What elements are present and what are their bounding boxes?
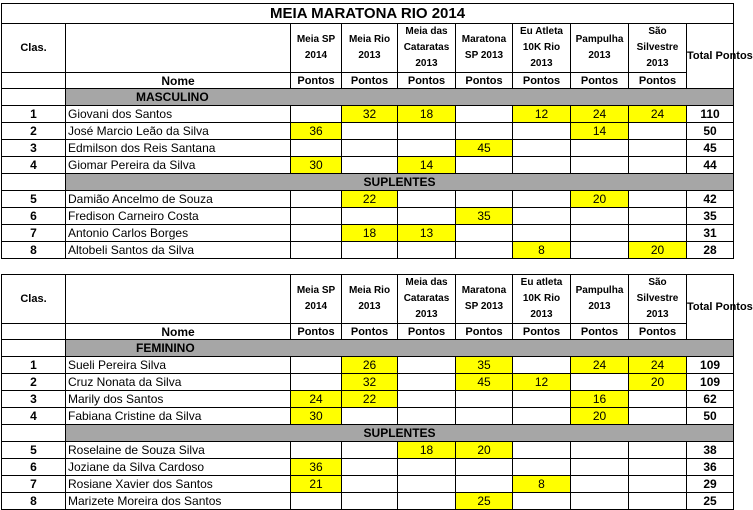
- total-points: 38: [687, 442, 734, 459]
- race-header: Eu atleta 10K Rio 2013: [513, 275, 571, 324]
- section-title: MASCULINO: [66, 89, 734, 106]
- suplentes-blank: [2, 174, 66, 191]
- points-cell: [629, 157, 687, 174]
- nome-header: Nome: [66, 324, 291, 340]
- substitute-row: [2, 208, 734, 225]
- suplentes-title: SUPLENTES: [66, 174, 734, 191]
- points-cell: [629, 191, 687, 208]
- race-header: Meia das Cataratas 2013: [398, 24, 456, 73]
- total-points: 45: [687, 140, 734, 157]
- pontos-label: Pontos: [342, 324, 398, 340]
- substitute-row: [2, 242, 734, 259]
- pontos-label: Pontos: [629, 73, 687, 89]
- total-points: 109: [687, 374, 734, 391]
- rank-cell: 2: [2, 123, 66, 140]
- points-cell: 22: [342, 391, 398, 408]
- rank-cell: 5: [2, 191, 66, 208]
- name-header-blank: [66, 275, 291, 324]
- points-cell: 8: [513, 476, 571, 493]
- nome-header: Nome: [66, 73, 291, 89]
- rank-cell: 5: [2, 442, 66, 459]
- race-header: Meia Rio 2013: [342, 24, 398, 73]
- points-cell: [513, 191, 571, 208]
- points-cell: 26: [342, 357, 398, 374]
- suplentes-row: [2, 425, 734, 442]
- section-blank: [2, 340, 66, 357]
- points-cell: [571, 442, 629, 459]
- points-cell: 22: [342, 191, 398, 208]
- points-cell: [398, 493, 456, 510]
- rank-cell: 1: [2, 106, 66, 123]
- points-cell: 32: [342, 106, 398, 123]
- points-cell: [571, 476, 629, 493]
- clas-blank: [2, 73, 66, 89]
- points-cell: [291, 242, 342, 259]
- points-cell: 8: [513, 242, 571, 259]
- points-cell: [456, 225, 513, 242]
- athlete-name: Joziane da Silva Cardoso: [66, 459, 291, 476]
- points-cell: [629, 459, 687, 476]
- pontos-label: Pontos: [398, 324, 456, 340]
- rank-cell: 2: [2, 374, 66, 391]
- points-cell: [629, 408, 687, 425]
- pontos-label: Pontos: [571, 73, 629, 89]
- ranking-table: [1, 3, 753, 510]
- athlete-row: [2, 123, 734, 140]
- points-cell: 24: [629, 106, 687, 123]
- points-cell: [342, 140, 398, 157]
- column-header-row: [2, 275, 734, 324]
- points-cell: [456, 191, 513, 208]
- points-cell: [398, 459, 456, 476]
- athlete-name: José Marcio Leão da Silva: [66, 123, 291, 140]
- points-cell: 36: [291, 459, 342, 476]
- race-header: São Silvestre 2013: [629, 24, 687, 73]
- points-cell: 35: [456, 357, 513, 374]
- total-points: 28: [687, 242, 734, 259]
- points-cell: [513, 357, 571, 374]
- race-header: Pampulha 2013: [571, 275, 629, 324]
- race-header: Meia SP 2014: [291, 24, 342, 73]
- points-cell: 30: [291, 157, 342, 174]
- points-cell: [456, 391, 513, 408]
- points-cell: [291, 442, 342, 459]
- rank-cell: 8: [2, 493, 66, 510]
- total-points: 29: [687, 476, 734, 493]
- athlete-name: Antonio Carlos Borges: [66, 225, 291, 242]
- points-cell: [571, 157, 629, 174]
- pontos-label: Pontos: [398, 73, 456, 89]
- points-cell: [342, 459, 398, 476]
- points-cell: [629, 476, 687, 493]
- points-cell: [629, 140, 687, 157]
- rank-cell: 4: [2, 408, 66, 425]
- points-cell: 20: [629, 242, 687, 259]
- pontos-label: Pontos: [291, 73, 342, 89]
- points-cell: [513, 140, 571, 157]
- section-row: [2, 340, 734, 357]
- athlete-name: Fabiana Cristine da Silva: [66, 408, 291, 425]
- points-cell: 24: [629, 357, 687, 374]
- total-points: 42: [687, 191, 734, 208]
- points-cell: 35: [456, 208, 513, 225]
- athlete-name: Altobeli Santos da Silva: [66, 242, 291, 259]
- points-cell: 32: [342, 374, 398, 391]
- points-cell: 20: [456, 442, 513, 459]
- points-cell: [629, 442, 687, 459]
- athlete-name: Marizete Moreira dos Santos: [66, 493, 291, 510]
- total-points: 50: [687, 408, 734, 425]
- points-cell: [571, 242, 629, 259]
- substitute-row: [2, 459, 734, 476]
- points-cell: [342, 123, 398, 140]
- points-cell: [291, 493, 342, 510]
- suplentes-row: [2, 174, 734, 191]
- pontos-label: Pontos: [342, 73, 398, 89]
- clas-header: Clas.: [2, 24, 66, 73]
- athlete-row: [2, 374, 734, 391]
- points-cell: 24: [571, 106, 629, 123]
- substitute-row: [2, 442, 734, 459]
- race-header: São Silvestre 2013: [629, 275, 687, 324]
- points-cell: [342, 408, 398, 425]
- suplentes-title: SUPLENTES: [66, 425, 734, 442]
- points-cell: [456, 106, 513, 123]
- total-points: 50: [687, 123, 734, 140]
- pontos-label: Pontos: [513, 73, 571, 89]
- points-cell: [629, 123, 687, 140]
- column-header-row: [2, 24, 734, 73]
- points-cell: [629, 493, 687, 510]
- points-cell: [342, 442, 398, 459]
- pontos-label: Pontos: [571, 324, 629, 340]
- points-cell: 13: [398, 225, 456, 242]
- total-points: 62: [687, 391, 734, 408]
- points-cell: [571, 140, 629, 157]
- name-header-blank: [66, 24, 291, 73]
- points-cell: [513, 442, 571, 459]
- total-points: 109: [687, 357, 734, 374]
- points-cell: [291, 225, 342, 242]
- points-cell: [513, 408, 571, 425]
- points-cell: [571, 459, 629, 476]
- total-header: Total Pontos: [687, 24, 734, 89]
- athlete-name: Marily dos Santos: [66, 391, 291, 408]
- points-cell: [629, 208, 687, 225]
- points-cell: [513, 208, 571, 225]
- athlete-name: Fredison Carneiro Costa: [66, 208, 291, 225]
- points-cell: 18: [398, 442, 456, 459]
- points-cell: [513, 493, 571, 510]
- substitute-row: [2, 225, 734, 242]
- points-cell: [456, 242, 513, 259]
- points-cell: [398, 476, 456, 493]
- points-cell: [571, 225, 629, 242]
- points-cell: [571, 208, 629, 225]
- athlete-name: Edmilson dos Reis Santana: [66, 140, 291, 157]
- section-title: FEMININO: [66, 340, 734, 357]
- athlete-name: Sueli Pereira Silva: [66, 357, 291, 374]
- points-cell: 12: [513, 374, 571, 391]
- points-cell: [342, 157, 398, 174]
- points-cell: [291, 374, 342, 391]
- points-cell: 18: [398, 106, 456, 123]
- points-cell: [513, 459, 571, 476]
- race-header: Maratona SP 2013: [456, 24, 513, 73]
- total-points: 35: [687, 208, 734, 225]
- athlete-name: Giomar Pereira da Silva: [66, 157, 291, 174]
- points-cell: [291, 106, 342, 123]
- points-cell: [342, 493, 398, 510]
- suplentes-blank: [2, 425, 66, 442]
- points-cell: [513, 157, 571, 174]
- points-cell: 30: [291, 408, 342, 425]
- points-cell: [291, 140, 342, 157]
- points-cell: [342, 476, 398, 493]
- sheet-title: MEIA MARATONA RIO 2014: [2, 4, 734, 24]
- total-points: 25: [687, 493, 734, 510]
- points-cell: [398, 357, 456, 374]
- pontos-label: Pontos: [291, 324, 342, 340]
- pontos-label: Pontos: [456, 324, 513, 340]
- substitute-row: [2, 493, 734, 510]
- points-cell: 45: [456, 374, 513, 391]
- athlete-name: Cruz Nonata da Silva: [66, 374, 291, 391]
- points-cell: 20: [571, 191, 629, 208]
- points-cell: [456, 123, 513, 140]
- points-cell: [513, 225, 571, 242]
- spacer: [2, 259, 734, 275]
- points-cell: 14: [398, 157, 456, 174]
- points-cell: 25: [456, 493, 513, 510]
- points-cell: [398, 123, 456, 140]
- rank-cell: 3: [2, 140, 66, 157]
- substitute-row: [2, 191, 734, 208]
- substitute-row: [2, 476, 734, 493]
- race-header: Meia Rio 2013: [342, 275, 398, 324]
- points-cell: 21: [291, 476, 342, 493]
- points-cell: [398, 374, 456, 391]
- points-cell: [513, 123, 571, 140]
- race-header: Pampulha 2013: [571, 24, 629, 73]
- total-points: 36: [687, 459, 734, 476]
- race-header: Eu Atleta 10K Rio 2013: [513, 24, 571, 73]
- rank-cell: 3: [2, 391, 66, 408]
- points-cell: [291, 357, 342, 374]
- points-cell: 36: [291, 123, 342, 140]
- points-cell: [513, 391, 571, 408]
- section-row: [2, 89, 734, 106]
- points-cell: 24: [291, 391, 342, 408]
- rank-cell: 7: [2, 225, 66, 242]
- points-cell: 20: [629, 374, 687, 391]
- points-cell: [629, 391, 687, 408]
- rank-cell: 8: [2, 242, 66, 259]
- rank-cell: 6: [2, 459, 66, 476]
- race-header: Maratona SP 2013: [456, 275, 513, 324]
- pontos-label: Pontos: [629, 324, 687, 340]
- pontos-header-row: [2, 73, 734, 89]
- section-blank: [2, 89, 66, 106]
- rank-cell: 6: [2, 208, 66, 225]
- clas-blank: [2, 324, 66, 340]
- points-cell: [629, 225, 687, 242]
- title-row: [2, 4, 734, 24]
- points-cell: 24: [571, 357, 629, 374]
- rank-cell: 1: [2, 357, 66, 374]
- points-cell: [342, 242, 398, 259]
- athlete-name: Roselaine de Souza Silva: [66, 442, 291, 459]
- pontos-label: Pontos: [513, 324, 571, 340]
- spacer-row: [2, 259, 734, 275]
- athlete-row: [2, 106, 734, 123]
- points-cell: 20: [571, 408, 629, 425]
- athlete-row: [2, 140, 734, 157]
- points-cell: [456, 157, 513, 174]
- pontos-label: Pontos: [456, 73, 513, 89]
- total-header: Total Pontos: [687, 275, 734, 340]
- points-cell: 14: [571, 123, 629, 140]
- points-cell: [291, 191, 342, 208]
- points-cell: [398, 391, 456, 408]
- points-cell: 45: [456, 140, 513, 157]
- points-cell: [398, 208, 456, 225]
- athlete-row: [2, 408, 734, 425]
- athlete-row: [2, 157, 734, 174]
- points-cell: [456, 476, 513, 493]
- points-cell: [571, 374, 629, 391]
- rank-cell: 7: [2, 476, 66, 493]
- points-cell: [398, 140, 456, 157]
- points-cell: [342, 208, 398, 225]
- points-cell: [291, 208, 342, 225]
- pontos-header-row: [2, 324, 734, 340]
- rank-cell: 4: [2, 157, 66, 174]
- points-cell: [456, 459, 513, 476]
- points-cell: [571, 493, 629, 510]
- points-cell: [456, 408, 513, 425]
- total-points: 31: [687, 225, 734, 242]
- points-cell: [398, 408, 456, 425]
- points-cell: [398, 242, 456, 259]
- athlete-name: Giovani dos Santos: [66, 106, 291, 123]
- athlete-name: Damião Ancelmo de Souza: [66, 191, 291, 208]
- total-points: 110: [687, 106, 734, 123]
- athlete-row: [2, 357, 734, 374]
- points-cell: 16: [571, 391, 629, 408]
- race-header: Meia SP 2014: [291, 275, 342, 324]
- points-cell: [398, 191, 456, 208]
- race-header: Meia das Cataratas 2013: [398, 275, 456, 324]
- athlete-row: [2, 391, 734, 408]
- points-cell: 18: [342, 225, 398, 242]
- total-points: 44: [687, 157, 734, 174]
- athlete-name: Rosiane Xavier dos Santos: [66, 476, 291, 493]
- clas-header: Clas.: [2, 275, 66, 324]
- points-cell: 12: [513, 106, 571, 123]
